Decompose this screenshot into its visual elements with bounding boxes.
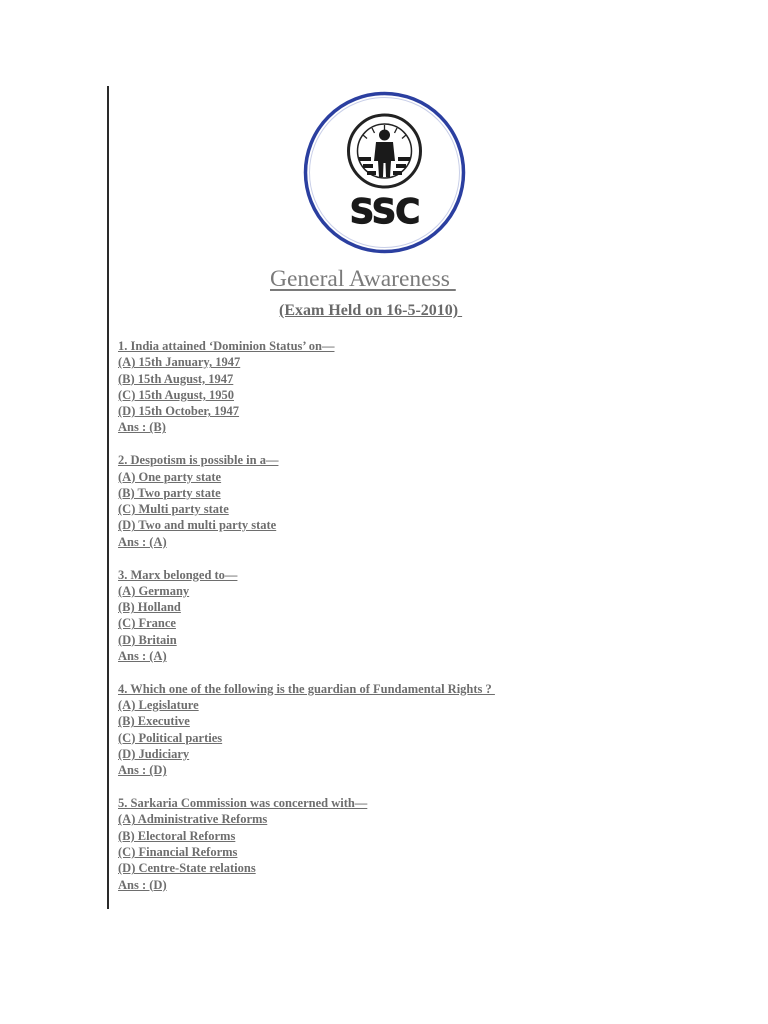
logo-monogram: SSC: [349, 192, 420, 232]
exam-date-subtitle: (Exam Held on 16-5-2010): [279, 302, 463, 319]
option-a: (A) Germany: [118, 583, 190, 598]
question-text: 2. Despotism is possible in a—: [118, 453, 279, 468]
answer-text: Ans : (A): [118, 534, 167, 549]
answer-text: Ans : (A): [118, 649, 167, 664]
question-text: 4. Which one of the following is the guardian of Fundamental Rights ?: [118, 681, 495, 696]
option-d: (D) Judiciary: [118, 747, 190, 762]
option-c: (C) Multi party state: [118, 502, 229, 517]
option-b: (B) 15th August, 1947: [118, 371, 234, 386]
option-d: (D) 15th October, 1947: [118, 404, 240, 419]
option-d: (D) Two and multi party state: [118, 518, 277, 533]
option-d: (D) Centre-State relations: [118, 861, 256, 876]
option-b: (B) Electoral Reforms: [118, 828, 236, 843]
option-c: (C) France: [118, 616, 176, 631]
question-item: [118, 338, 718, 436]
option-b: (B) Holland: [118, 600, 181, 615]
answer-text: Ans : (D): [118, 763, 167, 778]
option-d: (D) Britain: [118, 632, 177, 647]
page-title: General Awareness: [270, 266, 456, 292]
option-a: (A) 15th January, 1947: [118, 355, 241, 370]
question-list: [118, 338, 718, 909]
option-c: (C) Financial Reforms: [118, 845, 238, 860]
answer-text: Ans : (D): [118, 877, 167, 892]
option-b: (B) Two party state: [118, 485, 221, 500]
question-item: [118, 681, 718, 779]
option-a: (A) Administrative Reforms: [118, 812, 268, 827]
question-text: 5. Sarkaria Commission was concerned with—: [118, 796, 368, 811]
question-item: [118, 567, 718, 665]
option-b: (B) Executive: [118, 714, 190, 729]
option-a: (A) Legislature: [118, 698, 199, 713]
question-item: [118, 452, 718, 550]
question-text: 1. India attained ‘Dominion Status’ on—: [118, 339, 335, 353]
question-text: 3. Marx belonged to—: [118, 567, 238, 582]
option-c: (C) 15th August, 1950: [118, 387, 234, 402]
question-item: [118, 795, 718, 893]
answer-text: Ans : (B): [118, 420, 166, 435]
option-c: (C) Political parties: [118, 730, 223, 745]
left-margin-rule: [107, 86, 109, 909]
ssc-emblem-icon: [303, 91, 466, 254]
option-a: (A) One party state: [118, 469, 222, 484]
